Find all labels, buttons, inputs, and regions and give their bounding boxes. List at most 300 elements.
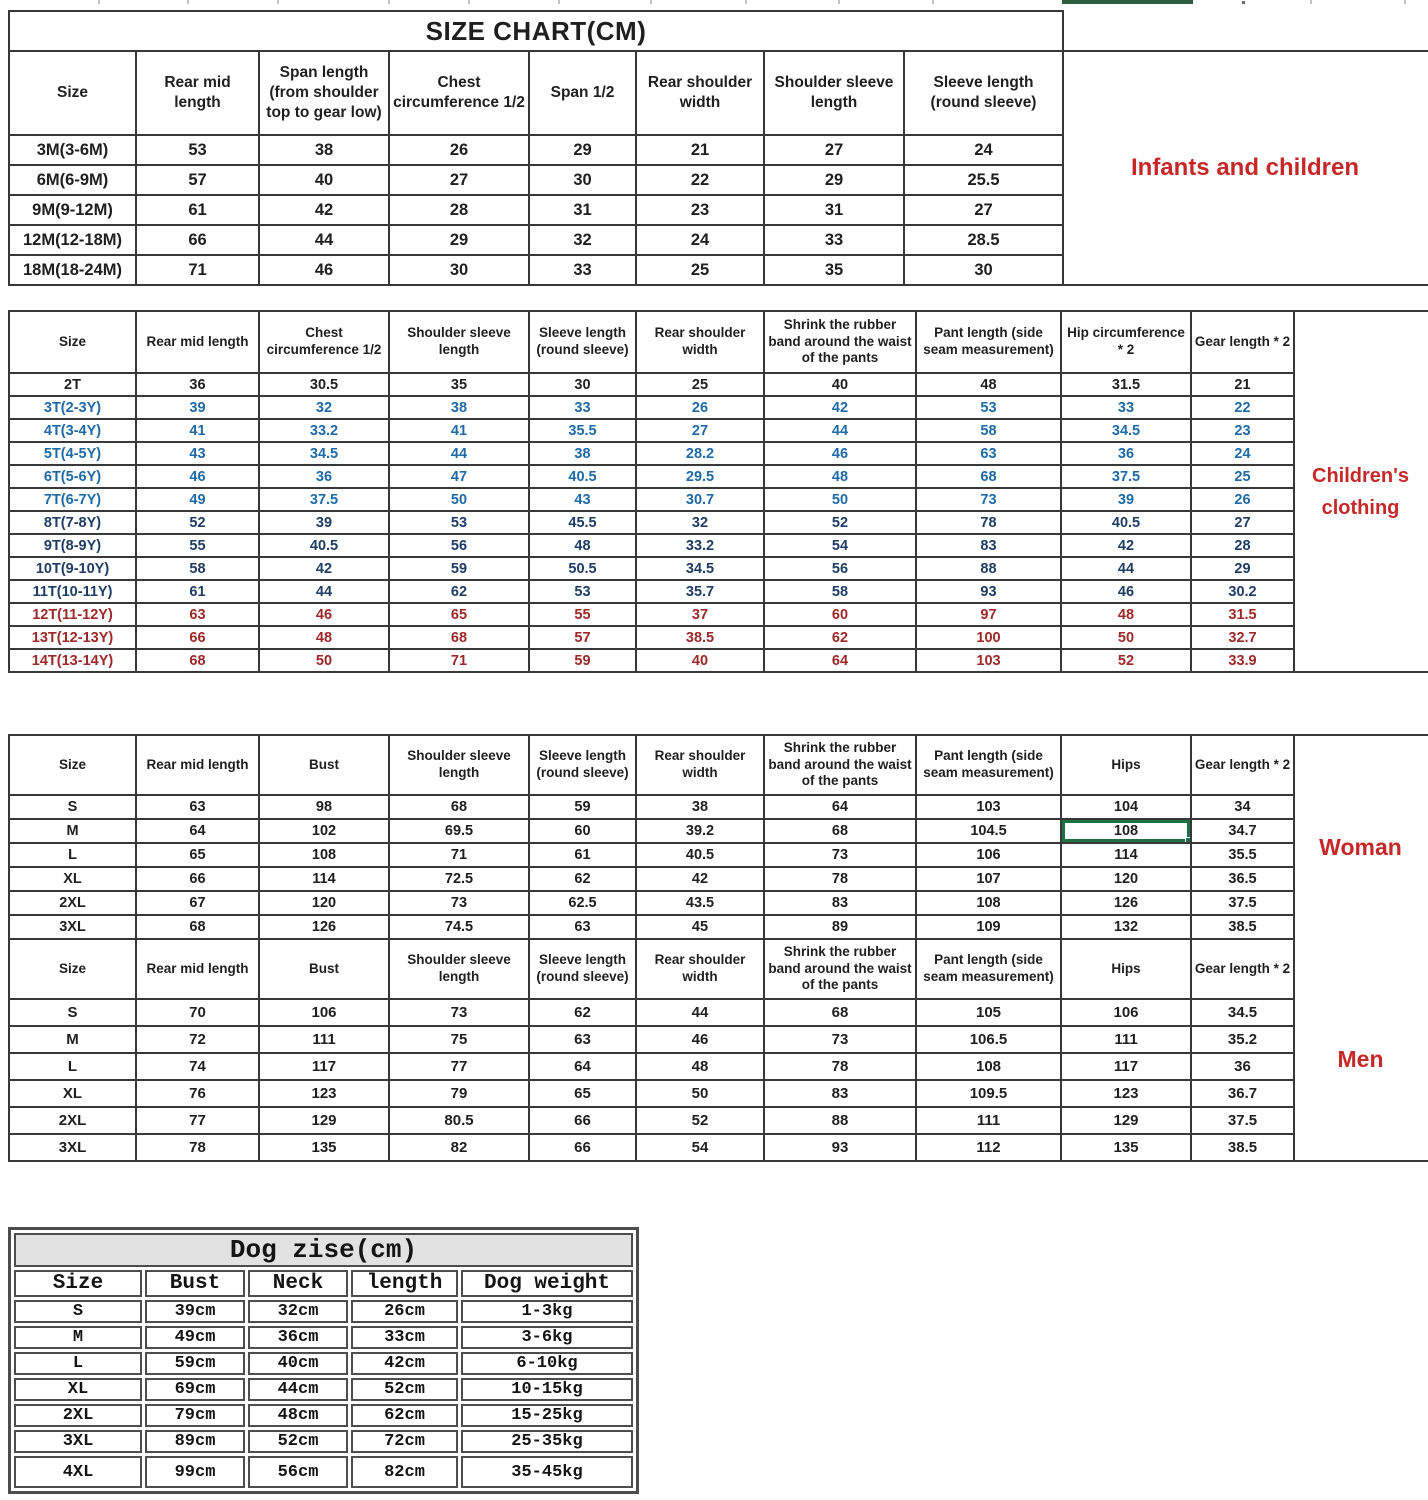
row-size-label: 12T(11-12Y) [9,603,136,626]
row-size-label: M [9,1026,136,1053]
measurement-cell: 36 [1061,442,1191,465]
measurement-cell: 48 [636,1053,764,1080]
column-header: Neck [248,1270,348,1297]
measurement-cell: 64 [529,1053,636,1080]
measurement-cell: 35.5 [1191,843,1294,867]
measurement-cell: 34.5 [1061,419,1191,442]
measurement-cell: 57 [529,626,636,649]
measurement-cell: 46 [136,465,259,488]
row-size-label: 6M(6-9M) [9,165,136,195]
column-header: Hips [1061,735,1191,795]
measurement-cell: 117 [1061,1053,1191,1080]
measurement-cell: 114 [259,867,389,891]
row-size-label: 3M(3-6M) [9,135,136,165]
row-size-label: M [14,1326,142,1349]
column-header: Gear length * 2 [1191,939,1294,999]
measurement-cell: 28.2 [636,442,764,465]
measurement-cell: 98 [259,795,389,819]
table-row [9,843,1294,867]
header-row [9,939,1294,999]
table-row [14,1300,633,1323]
measurement-cell: 10-15kg [461,1378,633,1401]
measurement-cell: 63 [529,1026,636,1053]
measurement-cell: 56cm [248,1456,348,1488]
dog-title-row [14,1233,633,1267]
measurement-cell: 62 [529,999,636,1026]
measurement-cell: 23 [636,195,764,225]
column-header: Rear mid length [136,939,259,999]
measurement-cell: 120 [259,891,389,915]
table-row [9,255,1063,285]
column-tick [468,0,470,4]
measurement-cell: 49cm [145,1326,245,1349]
measurement-cell: 58 [136,557,259,580]
measurement-cell: 41 [389,419,529,442]
measurement-cell: 30 [904,255,1063,285]
measurement-cell: 36cm [248,1326,348,1349]
measurement-cell: 39.2 [636,819,764,843]
column-tick [1310,0,1312,4]
measurement-cell: 103 [916,649,1061,672]
column-tick [838,0,840,4]
row-size-label: 2XL [14,1404,142,1427]
measurement-cell: 82cm [351,1456,458,1488]
measurement-cell: 79cm [145,1404,245,1427]
measurement-cell: 83 [764,891,916,915]
table-row [9,165,1063,195]
measurement-cell: 93 [916,580,1061,603]
measurement-cell: 26 [636,396,764,419]
column-tick [98,0,100,4]
measurement-cell: 106 [1061,999,1191,1026]
measurement-cell: 50 [259,649,389,672]
measurement-cell: 63 [136,603,259,626]
table-row [9,442,1294,465]
column-tick [932,0,934,4]
measurement-cell: 111 [916,1107,1061,1134]
column-header: Size [9,51,136,135]
table-row [14,1326,633,1349]
measurement-cell: 29 [389,225,529,255]
measurement-cell: 35.7 [636,580,764,603]
measurement-cell: 32 [259,396,389,419]
table-row [9,419,1294,442]
measurement-cell: 78 [136,1134,259,1161]
row-size-label: XL [9,1080,136,1107]
table-row [9,867,1294,891]
table-row [14,1352,633,1375]
measurement-cell: 24 [1191,442,1294,465]
measurement-cell: 40.5 [1061,511,1191,534]
measurement-cell: 61 [136,580,259,603]
row-size-label: 10T(9-10Y) [9,557,136,580]
measurement-cell: 28 [389,195,529,225]
measurement-cell: 129 [259,1107,389,1134]
measurement-cell: 46 [1061,580,1191,603]
measurement-cell: 65 [136,843,259,867]
table-row [14,1404,633,1427]
column-header: Shoulder sleeve length [389,311,529,373]
column-header: Pant length (side seam measurement) [916,311,1061,373]
measurement-cell: 33 [529,255,636,285]
measurement-cell: 108 [916,1053,1061,1080]
measurement-cell: 66 [529,1107,636,1134]
table-row [9,580,1294,603]
selection-artifact-bar [1062,0,1193,4]
measurement-cell: 69.5 [389,819,529,843]
measurement-cell: 64 [136,819,259,843]
row-size-label: 11T(10-11Y) [9,580,136,603]
measurement-cell: 48 [916,373,1061,396]
column-header: Rear shoulder width [636,939,764,999]
measurement-cell: 27 [389,165,529,195]
column-header: Chest circumference 1/2 [259,311,389,373]
measurement-cell: 48cm [248,1404,348,1427]
measurement-cell: 35 [389,373,529,396]
column-header: Dog weight [461,1270,633,1297]
measurement-cell: 50 [764,488,916,511]
children-size-table [8,310,1295,673]
measurement-cell: 27 [636,419,764,442]
row-size-label: 9M(9-12M) [9,195,136,225]
measurement-cell: 26 [1191,488,1294,511]
measurement-cell: 59cm [145,1352,245,1375]
table-row [9,1107,1294,1134]
measurement-cell: 65 [389,603,529,626]
measurement-cell: 111 [259,1026,389,1053]
table-row [9,465,1294,488]
measurement-cell: 54 [636,1134,764,1161]
infants-size-table [8,10,1064,286]
measurement-cell: 108 [916,891,1061,915]
measurement-cell: 25 [636,373,764,396]
measurement-cell: 40 [636,649,764,672]
measurement-cell: 39 [136,396,259,419]
measurement-cell: 114 [1061,843,1191,867]
measurement-cell: 55 [136,534,259,557]
table-row [9,511,1294,534]
measurement-cell: 71 [389,649,529,672]
men-size-table [8,938,1295,1162]
column-header: Size [9,311,136,373]
measurement-cell: 53 [136,135,259,165]
row-size-label: 2T [9,373,136,396]
measurement-cell: 68 [764,819,916,843]
column-header: Bust [145,1270,245,1297]
measurement-cell: 42 [259,195,389,225]
column-header: Sleeve length (round sleeve) [529,735,636,795]
column-header: Shoulder sleeve length [389,735,529,795]
measurement-cell: 56 [389,534,529,557]
column-header: Hip circumference * 2 [1061,311,1191,373]
measurement-cell: 33.2 [259,419,389,442]
column-tick [277,0,279,4]
measurement-cell: 23 [1191,419,1294,442]
row-size-label: XL [9,867,136,891]
infants-section [8,10,1428,286]
header-row [9,51,1063,135]
measurement-cell: 30.2 [1191,580,1294,603]
measurement-cell: 104.5 [916,819,1061,843]
column-header: Span length (from shoulder top to gear low) [259,51,389,135]
measurement-cell: 35-45kg [461,1456,633,1488]
measurement-cell: 29 [1191,557,1294,580]
measurement-cell: 72cm [351,1430,458,1453]
measurement-cell: 126 [1061,891,1191,915]
column-header: Sleeve length (round sleeve) [529,939,636,999]
measurement-cell: 58 [764,580,916,603]
measurement-cell: 28 [1191,534,1294,557]
row-size-label: 8T(7-8Y) [9,511,136,534]
measurement-cell: 44 [259,225,389,255]
measurement-cell: 97 [916,603,1061,626]
row-size-label: 3XL [9,1134,136,1161]
column-header: Span 1/2 [529,51,636,135]
measurement-cell: 28.5 [904,225,1063,255]
measurement-cell: 52 [1061,649,1191,672]
measurement-cell: 135 [1061,1134,1191,1161]
table-row [9,1026,1294,1053]
column-tick [650,0,652,4]
measurement-cell: 38 [259,135,389,165]
dog-table-title: Dog zise(cm) [14,1233,633,1267]
measurement-cell: 44 [1061,557,1191,580]
table-row [9,534,1294,557]
row-size-label: 3XL [14,1430,142,1453]
measurement-cell: 31 [529,195,636,225]
measurement-cell: 46 [636,1026,764,1053]
measurement-cell: 3-6kg [461,1326,633,1349]
measurement-cell: 48 [764,465,916,488]
table-row [9,626,1294,649]
measurement-cell: 61 [529,843,636,867]
measurement-cell: 15-25kg [461,1404,633,1427]
column-header: Rear shoulder width [636,735,764,795]
measurement-cell: 40cm [248,1352,348,1375]
table-row [9,795,1294,819]
measurement-cell: 44 [389,442,529,465]
measurement-cell: 43.5 [636,891,764,915]
measurement-cell: 102 [259,819,389,843]
measurement-cell: 106 [259,999,389,1026]
measurement-cell: 31 [764,195,904,225]
measurement-cell: 64 [764,649,916,672]
measurement-cell: 36 [136,373,259,396]
measurement-cell: 42 [636,867,764,891]
measurement-cell: 37.5 [1191,1107,1294,1134]
measurement-cell: 6-10kg [461,1352,633,1375]
table-row [14,1378,633,1401]
measurement-cell: 32cm [248,1300,348,1323]
measurement-cell: 26cm [351,1300,458,1323]
measurement-cell: 33 [529,396,636,419]
measurement-cell: 63 [529,915,636,939]
table-row [9,1053,1294,1080]
column-header: Gear length * 2 [1191,311,1294,373]
measurement-cell: 109.5 [916,1080,1061,1107]
measurement-cell: 78 [764,867,916,891]
column-tick [745,0,747,4]
measurement-cell: 76 [136,1080,259,1107]
measurement-cell: 55 [529,603,636,626]
measurement-cell: 105 [916,999,1061,1026]
table-row [9,373,1294,396]
measurement-cell: 37.5 [259,488,389,511]
measurement-cell: 48 [529,534,636,557]
row-size-label: 4XL [14,1456,142,1488]
adults-labels [1293,734,1428,1162]
header-row [9,311,1294,373]
measurement-cell: 40.5 [636,843,764,867]
table-row [9,225,1063,255]
measurement-cell: 54 [764,534,916,557]
row-size-label: 3T(2-3Y) [9,396,136,419]
measurement-cell: 22 [636,165,764,195]
row-size-label: S [9,999,136,1026]
measurement-cell: 46 [764,442,916,465]
measurement-cell: 32.7 [1191,626,1294,649]
measurement-cell: 132 [1061,915,1191,939]
measurement-cell: 83 [916,534,1061,557]
measurement-cell: 33 [1061,396,1191,419]
measurement-cell: 44 [636,999,764,1026]
measurement-cell: 126 [259,915,389,939]
table-title-row [9,11,1063,51]
measurement-cell: 70 [136,999,259,1026]
table-row [9,999,1294,1026]
measurement-cell: 107 [916,867,1061,891]
row-size-label: M [9,819,136,843]
measurement-cell: 68 [764,999,916,1026]
column-header: Rear mid length [136,311,259,373]
measurement-cell: 31.5 [1191,603,1294,626]
measurement-cell: 25 [1191,465,1294,488]
row-size-label: 14T(13-14Y) [9,649,136,672]
measurement-cell: 48 [1061,603,1191,626]
measurement-cell: 38 [389,396,529,419]
column-header: Rear mid length [136,51,259,135]
measurement-cell: 59 [389,557,529,580]
dog-rows [14,1300,633,1488]
dog-section [8,1227,639,1494]
dog-size-table [8,1227,639,1494]
header-row [9,735,1294,795]
measurement-cell: 67 [136,891,259,915]
measurement-cell: 43 [136,442,259,465]
measurement-cell: 60 [529,819,636,843]
measurement-cell: 88 [764,1107,916,1134]
measurement-cell: 33cm [351,1326,458,1349]
children-section [8,310,1428,673]
measurement-cell: 35.5 [529,419,636,442]
column-header: Shrink the rubber band around the waist of the pants [764,735,916,795]
row-size-label: 4T(3-4Y) [9,419,136,442]
measurement-cell: 34.5 [636,557,764,580]
measurement-cell: 104 [1061,795,1191,819]
measurement-cell: 39 [1061,488,1191,511]
measurement-cell: 71 [389,843,529,867]
infants-label: Infants and children [1062,50,1428,286]
measurement-cell: 31.5 [1061,373,1191,396]
measurement-cell: 49 [136,488,259,511]
row-size-label: 6T(5-6Y) [9,465,136,488]
measurement-cell: 33 [764,225,904,255]
measurement-cell: 112 [916,1134,1061,1161]
row-size-label: XL [14,1378,142,1401]
measurement-cell: 42 [259,557,389,580]
measurement-cell: 63 [916,442,1061,465]
measurement-cell: 45 [636,915,764,939]
measurement-cell: 44cm [248,1378,348,1401]
measurement-cell: 27 [764,135,904,165]
measurement-cell: 109 [916,915,1061,939]
children-label: Children's clothing [1293,310,1428,673]
measurement-cell: 62 [529,867,636,891]
measurement-cell: 60 [764,603,916,626]
column-header: length [351,1270,458,1297]
measurement-cell: 32 [636,511,764,534]
woman-label: Woman [1319,833,1402,860]
measurement-cell: 74.5 [389,915,529,939]
measurement-cell: 24 [636,225,764,255]
table-row [9,1134,1294,1161]
measurement-cell: 24 [904,135,1063,165]
column-header: Size [14,1270,142,1297]
table-row [9,915,1294,939]
table-row [14,1430,633,1453]
row-size-label: L [14,1352,142,1375]
measurement-cell: 26 [389,135,529,165]
measurement-cell: 43 [529,488,636,511]
measurement-cell: 48 [259,626,389,649]
measurement-cell: 30 [529,165,636,195]
measurement-cell: 37.5 [1191,891,1294,915]
measurement-cell: 73 [389,891,529,915]
column-header: Rear shoulder width [636,51,764,135]
measurement-cell: 25 [636,255,764,285]
measurement-cell: 106 [916,843,1061,867]
artifact-dot [1242,1,1245,4]
row-size-label: 5T(4-5Y) [9,442,136,465]
table-row [9,135,1063,165]
column-tick [558,0,560,4]
column-header: Shrink the rubber band around the waist of the pants [764,939,916,999]
infants-rows [9,135,1063,285]
measurement-cell: 52 [764,511,916,534]
measurement-cell: 46 [259,603,389,626]
measurement-cell: 52cm [351,1378,458,1401]
measurement-cell: 123 [259,1080,389,1107]
measurement-cell: 56 [764,557,916,580]
measurement-cell: 123 [1061,1080,1191,1107]
measurement-cell: 34 [1191,795,1294,819]
measurement-cell: 117 [259,1053,389,1080]
measurement-cell: 53 [389,511,529,534]
measurement-cell: 33.2 [636,534,764,557]
measurement-cell: 30 [529,373,636,396]
measurement-cell: 46 [259,255,389,285]
measurement-cell: 59 [529,795,636,819]
table-row [9,396,1294,419]
measurement-cell: 89cm [145,1430,245,1453]
measurement-cell: 68 [916,465,1061,488]
measurement-cell: 64 [764,795,916,819]
children-rows [9,373,1294,672]
measurement-cell: 62cm [351,1404,458,1427]
measurement-cell: 68 [136,915,259,939]
measurement-cell: 42 [764,396,916,419]
measurement-cell: 65 [529,1080,636,1107]
